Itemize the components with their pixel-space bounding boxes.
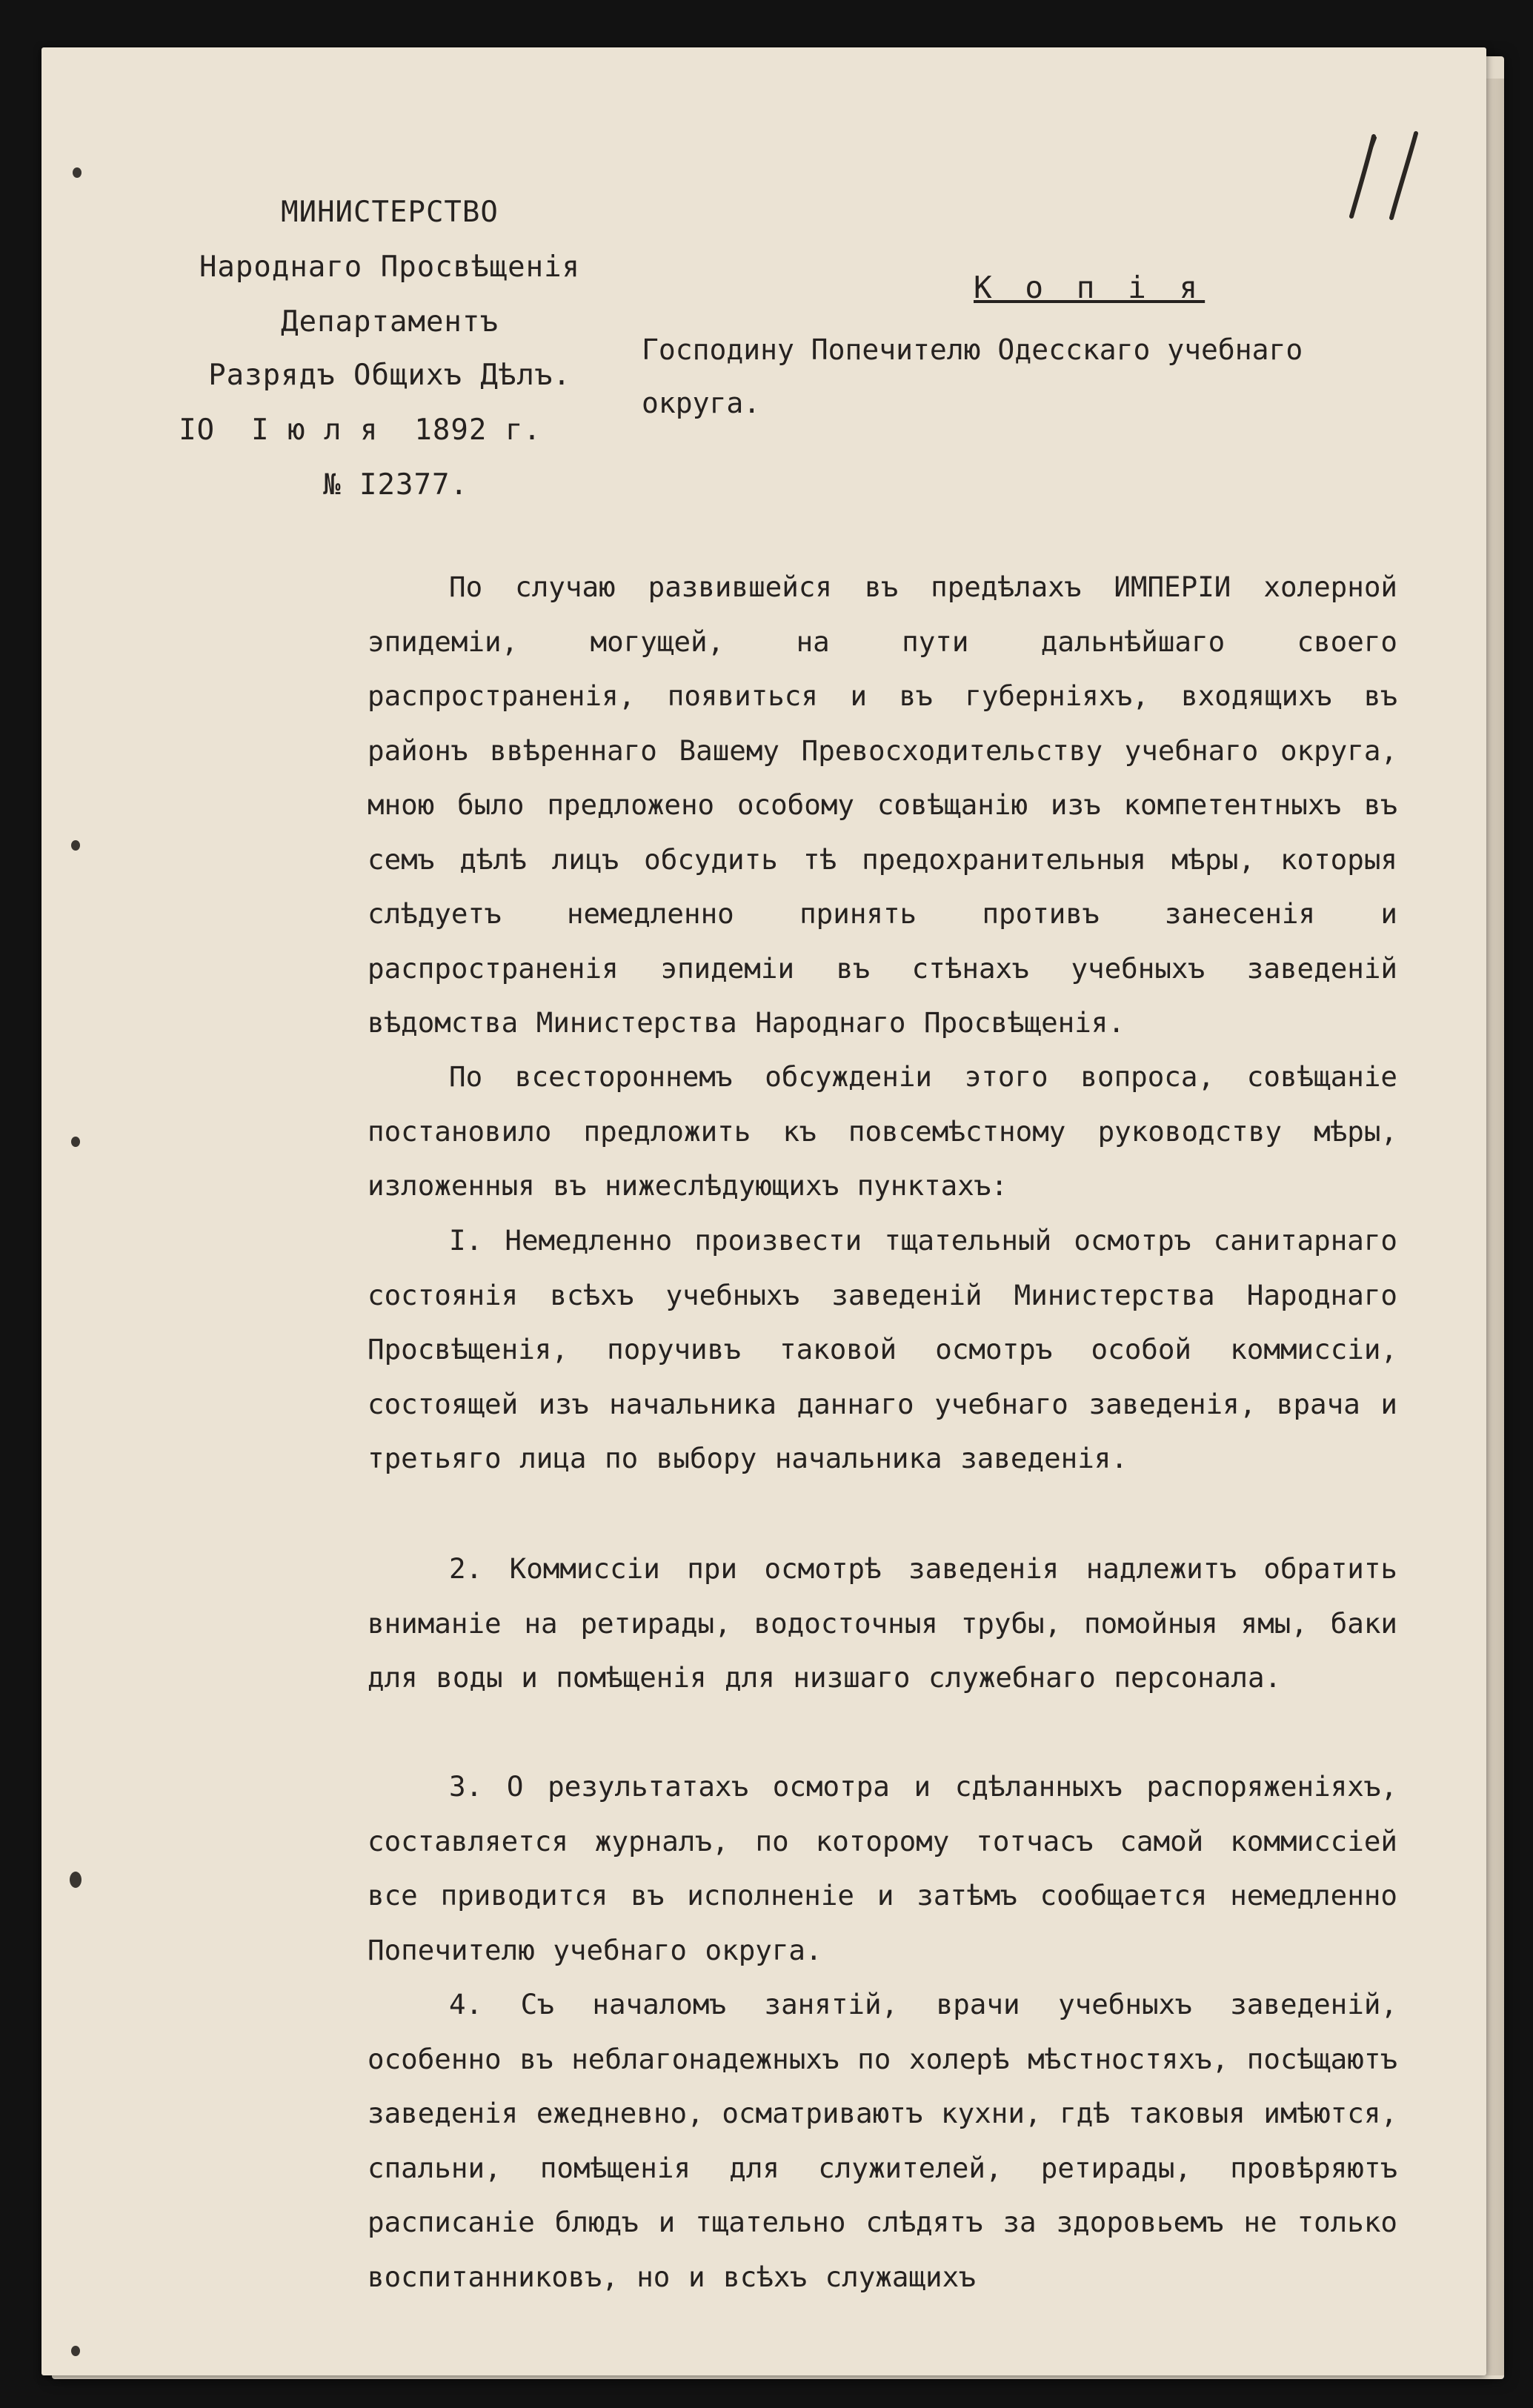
binding-hole [71,2346,80,2356]
list-item [368,1542,1397,1706]
folio-number-handwritten [1346,127,1427,224]
addressee: Господину Попечителю Одесскаго учебнаго округа. [642,333,1303,419]
list-item-text: 2. Коммиссіи при осмотрѣ заведенія надлежитъ обратить вниманіе на ретирады, водосточныя трубы, помойныя ямы, баки для воды и помѣщенія для низшаго служебнаго персонала. [368,1552,1397,1694]
paragraph-intro [368,560,1397,1051]
binding-hole [73,167,82,178]
header-number: № I2377. [323,468,468,502]
document-page [41,47,1486,2375]
list-item [368,1760,1397,1978]
list-item-text: 4. Съ началомъ занятій, врачи учебныхъ заведеній, особенно въ неблагонадежныхъ по холерѣ мѣстностяхъ, посѣщаютъ заведенія ежедневно, осматриваютъ кухни, гдѣ таковыя имѣются, спальни, помѣщенія для служителей, ретирады, провѣряютъ расписаніе блюдъ и тщательно слѣдятъ за здоровьемъ не только воспитанниковъ, но и всѣхъ служащихъ [368,1988,1397,2293]
header-ministry: МИНИСТЕРСТВО [281,196,499,229]
paragraph-resolution [368,1050,1397,1214]
list-item [368,1978,1397,2304]
header-division: Разрядъ Общихъ Дѣлъ. [208,359,571,392]
header-ministry-name: Народнаго Просвѣщенія [199,250,581,284]
binding-hole [71,1137,80,1147]
binding-hole [71,840,80,851]
header-date: IO I ю л я 1892 г. [179,413,542,447]
list-item-text: 3. О результатахъ осмотра и сдѣланныхъ распоряженіяхъ, составляется журналъ, по которому тотчасъ самой коммиссіей все приводится въ исполненіе и затѣмъ сообщается немедленно Попечителю учебнаго округа. [368,1770,1397,1966]
copy-mark: К о п і я [974,270,1206,305]
list-item [368,1214,1397,1486]
list-item-text: I. Немедленно произвести тщательный осмотръ санитарнаго состоянія всѣхъ учебныхъ заведеній Министерства Народнаго Просвѣщенія, поручивъ таковой осмотръ особой коммиссіи, состоящей изъ начальника даннаго учебнаго заведенія, врача и третьяго лица по выбору начальника заведенія. [368,1224,1397,1474]
binding-hole [70,1872,82,1888]
paragraph-resolution-text: По всестороннемъ обсужденіи этого вопроса, совѣщаніе постановило предложить къ повсемѣстному руководству мѣры, изложенныя въ нижеслѣдующихъ пунктахъ: [368,1060,1397,1202]
header-department: Департаментъ [281,305,499,339]
paragraph-intro-text: По случаю развившейся въ предѣлахъ ИМПЕРІИ холерной эпидеміи, могущей, на пути дальнѣйшаго своего распространенія, появиться и въ губерніяхъ, входящихъ въ районъ ввѣреннаго Вашему Превосходительству учебнаго округа, мною было предложено особому совѣщанію изъ компетентныхъ въ семъ дѣлѣ лицъ обсудить тѣ предохранительныя мѣры, которыя слѣдуетъ немедленно принять противъ занесенія и распространенія эпидеміи въ стѣнахъ учебныхъ заведеній вѣдомства Министерства Народнаго Просвѣщенія. [368,571,1397,1039]
